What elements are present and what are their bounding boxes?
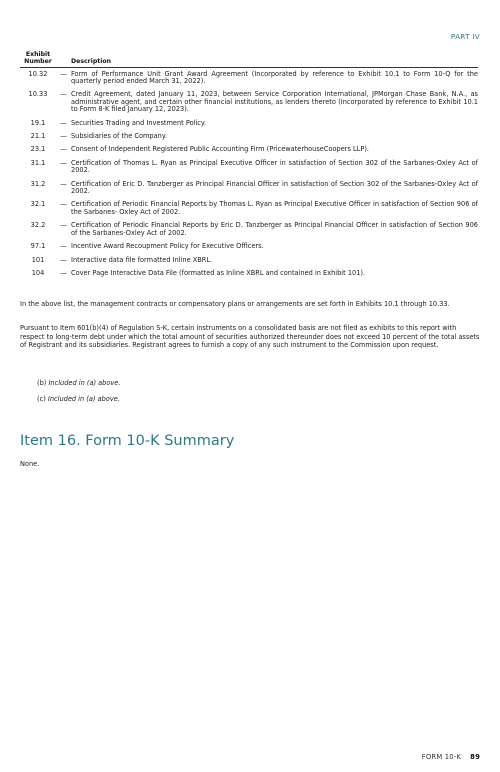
exhibit-description: Credit Agreement, dated January 11, 2023, between Service Corporation International, JPMorgan Chase Bank, N.A., as administrative agent, and certain other financial institutions, as lenders thereto (Incorporated by reference to Exhibit 10.1 to Form 8-K filed January 12, 2023). (71, 90, 478, 114)
management-contracts-paragraph: In the above list, the management contracts or compensatory plans or arrangements are set forth in Exhibits 10.1 through 10.33. (20, 300, 450, 308)
item-16-heading: Item 16. Form 10-K Summary (20, 433, 235, 449)
exhibit-dash: — (60, 158, 67, 167)
exhibit-dash: — (60, 221, 67, 230)
exhibit-dash: — (60, 90, 67, 99)
exhibit-description: Form of Performance Unit Grant Award Agreement (Incorporated by reference to Exhibit 10.1 to Form 10-Q for the quarterly period ended March 31, 2022). (71, 69, 478, 85)
exhibit-row (20, 127, 478, 140)
exhibit-description: Interactive data file formatted Inline XBRL. (71, 255, 213, 264)
exhibit-number: 101 (31, 255, 45, 264)
exhibit-description: Cover Page Interactive Data File (formatted as Inline XBRL and contained in Exhibit 101). (71, 268, 366, 277)
exhibit-row (20, 264, 478, 277)
exhibit-description: Certification of Periodic Financial Reports by Thomas L. Ryan as Principal Executive Officer in satisfaction of Section 906 of the Sarbanes- Oxley Act of 2002. (71, 200, 478, 216)
description-header: Description (71, 52, 478, 67)
exhibit-dash: — (60, 255, 67, 264)
exhibit-description: Securities Trading and Investment Policy. (71, 118, 206, 127)
dash-header (56, 52, 71, 67)
exhibit-number: 19.1 (30, 118, 46, 127)
note-b-tag: (b) (37, 379, 47, 387)
instruments-paragraph: Pursuant to Item 601(b)(4) of Regulation S-K, certain instruments on a consolidated basis are not filed as exhibits to this report with respect to long-term debt under which the total amount of securities authorized thereunder does not exceed 10 percent of the total assets of Registrant and its subsidiaries. Registrant agrees to furnish a copy of any such instrument to the Commission upon request. (20, 324, 480, 350)
part-label: PART IV (450, 32, 480, 41)
exhibit-number: 32.1 (30, 200, 46, 209)
exhibit-row (20, 195, 478, 216)
exhibit-description: Certification of Periodic Financial Reports by Eric D. Tanzberger as Principal Financial Officer in satisfaction of Section 906 of the Sarbanes-Oxley Act of 2002. (71, 221, 478, 237)
exhibit-dash: — (60, 268, 67, 277)
exhibit-dash: — (60, 179, 67, 188)
note-b (37, 379, 120, 387)
exhibit-description: Subsidiaries of the Company. (71, 132, 167, 141)
exhibit-row (20, 140, 478, 153)
exhibit-dash: — (60, 200, 67, 209)
exhibit-row (20, 216, 478, 237)
exhibit-row (20, 154, 478, 175)
exhibit-table-body (20, 67, 478, 277)
exhibit-row (20, 67, 478, 85)
footer-form-label: FORM 10-K (421, 753, 462, 761)
exhibit-number: 32.2 (30, 221, 46, 230)
exhibit-dash: — (60, 145, 67, 154)
exhibit-row (20, 251, 478, 264)
exhibit-number: 10.32 (28, 69, 48, 78)
note-b-text: Included in (a) above. (48, 379, 121, 387)
exhibit-row (20, 114, 478, 127)
exhibit-description: Certification of Eric D. Tanzberger as Principal Financial Officer in satisfaction of Section 302 of the Sarbanes-Oxley Act of 2002. (71, 179, 478, 196)
exhibit-table (20, 52, 478, 277)
exhibit-row (20, 237, 478, 250)
exhibit-number: 31.2 (30, 179, 46, 188)
page-number: 89 (470, 753, 480, 761)
exhibit-row (20, 85, 478, 113)
exhibit-row (20, 175, 478, 196)
note-c-tag: (c) (37, 395, 46, 403)
exhibit-number-header: Exhibit Number (20, 52, 56, 67)
exhibit-number: 104 (31, 268, 45, 277)
exhibit-description: Certification of Thomas L. Ryan as Principal Executive Officer in satisfaction of Section 302 of the Sarbanes-Oxley Act of 2002. (71, 158, 478, 175)
exhibit-number: 21.1 (30, 132, 46, 141)
exhibit-dash: — (60, 118, 67, 127)
note-c-text: Included in (a) above. (47, 395, 120, 403)
exhibit-description: Incentive Award Recoupment Policy for Executive Officers. (71, 242, 264, 251)
exhibit-number: 10.33 (28, 90, 48, 99)
exhibit-dash: — (60, 132, 67, 141)
exhibit-dash: — (60, 242, 67, 251)
exhibit-dash: — (60, 69, 67, 78)
exhibit-number: 23.1 (30, 145, 46, 154)
exhibit-table-header (20, 52, 478, 67)
note-c (37, 395, 120, 403)
exhibit-number: 31.1 (30, 158, 46, 167)
item-16-text: None. (20, 460, 40, 468)
exhibit-number: 97.1 (30, 242, 46, 251)
exhibit-description: Consent of Independent Registered Public Accounting Firm (PricewaterhouseCoopers LLP). (71, 145, 369, 154)
page-footer (422, 753, 480, 761)
